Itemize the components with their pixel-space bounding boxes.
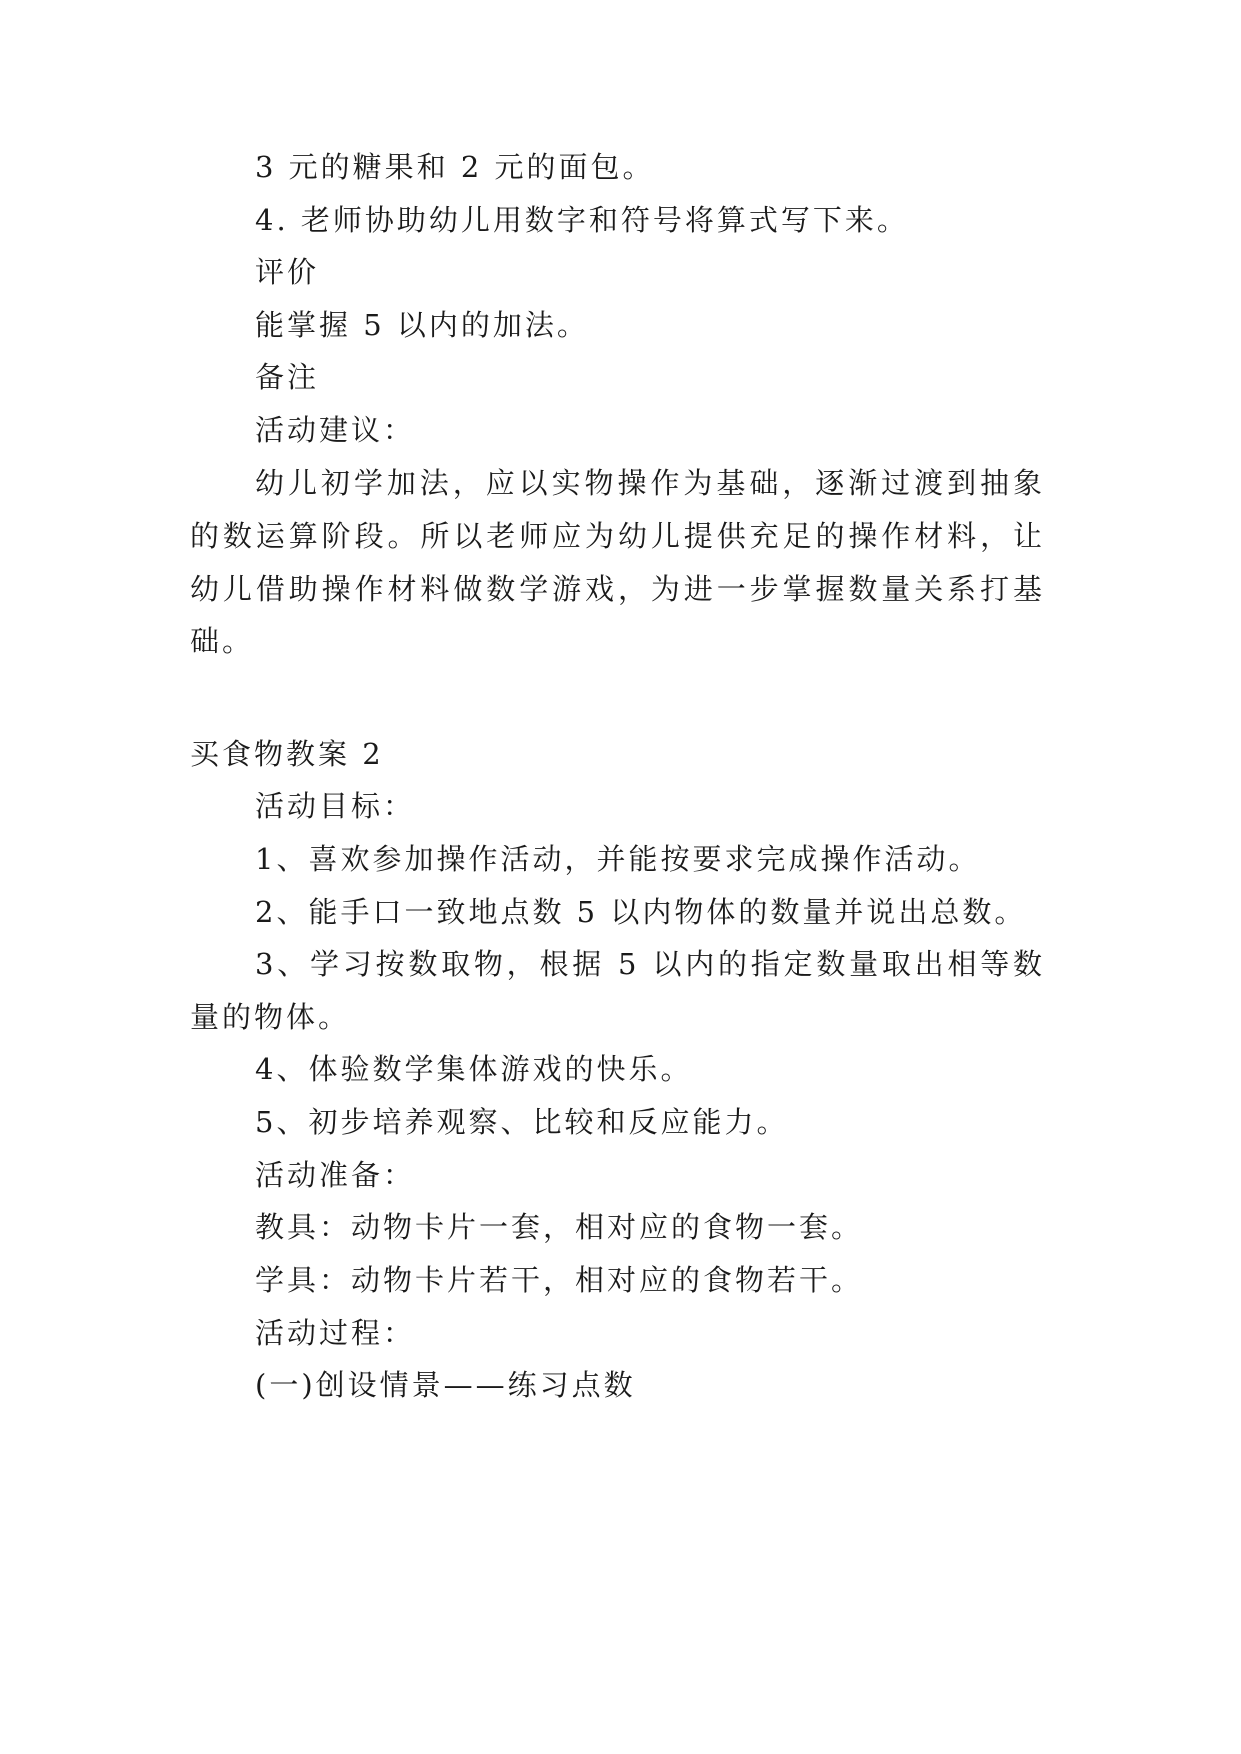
evaluation-text: 能掌握 5 以内的加法。 [255, 308, 589, 342]
suggestion-heading: 活动建议： [255, 413, 416, 447]
goal-3-line-2: 量的物体。 [190, 1000, 351, 1034]
section-title: 买食物教案 2 [190, 737, 384, 771]
process-step-1: (一)创设情景——练习点数 [255, 1368, 636, 1402]
suggestion-paragraph-line-3: 幼儿借助操作材料做数学游戏，为进一步掌握数量关系打基 [190, 572, 1045, 606]
text-line-step-4: 4. 老师协助幼儿用数字和符号将算式写下来。 [255, 203, 909, 237]
process-heading: 活动过程： [255, 1316, 416, 1350]
suggestion-paragraph-line-4: 础。 [190, 624, 255, 658]
goal-4: 4、体验数学集体游戏的快乐。 [255, 1052, 693, 1086]
evaluation-heading: 评价 [255, 255, 320, 289]
teacher-tools: 教具：动物卡片一套，相对应的食物一套。 [255, 1210, 864, 1244]
goals-heading: 活动目标： [255, 789, 416, 823]
suggestion-paragraph-line-2: 的数运算阶段。所以老师应为幼儿提供充足的操作材料，让 [190, 519, 1045, 553]
prep-heading: 活动准备： [255, 1158, 416, 1192]
suggestion-paragraph-line-1: 幼儿初学加法，应以实物操作为基础，逐渐过渡到抽象 [255, 466, 1045, 500]
goal-5: 5、初步培养观察、比较和反应能力。 [255, 1105, 789, 1139]
text-line-candy-bread: 3 元的糖果和 2 元的面包。 [255, 150, 655, 184]
remarks-heading: 备注 [255, 360, 320, 394]
student-tools: 学具：动物卡片若干，相对应的食物若干。 [255, 1263, 864, 1297]
goal-3-line-1: 3、学习按数取物，根据 5 以内的指定数量取出相等数 [255, 947, 1045, 981]
goal-1: 1、喜欢参加操作活动，并能按要求完成操作活动。 [255, 842, 981, 876]
goal-2: 2、能手口一致地点数 5 以内物体的数量并说出总数。 [255, 895, 1027, 929]
